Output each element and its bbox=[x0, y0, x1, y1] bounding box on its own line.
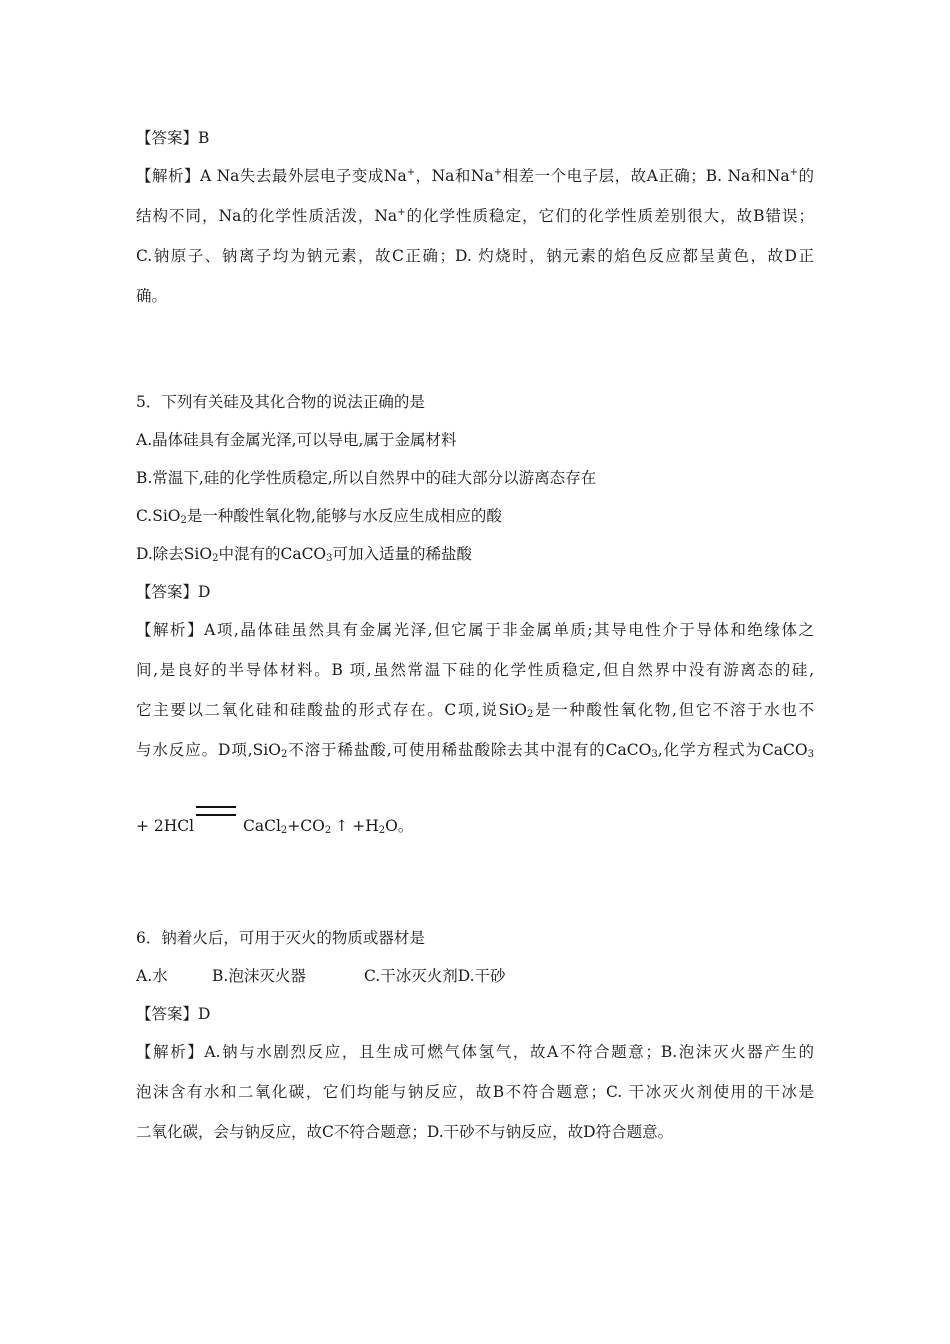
q4-analysis-line-1: 【解析】A Na失去最外层电子变成Na+，Na和Na+相差一个电子层，故A正确；B. Na和Na+的 bbox=[136, 167, 814, 185]
q6-analysis-line-2: 泡沫含有水和二氧化碳，它们均能与钠反应，故B不符合题意；C. 干冰灭火剂使用的干冰是 bbox=[136, 1083, 814, 1101]
q5-option-b: B.常温下,硅的化学性质稳定,所以自然界中的硅大部分以游离态存在 bbox=[136, 469, 597, 487]
q5-analysis-line-2: 间,是良好的半导体材料。B 项,虽然常温下硅的化学性质稳定,但自然界中没有游离态的硅, bbox=[136, 661, 814, 679]
q4-analysis-line-4: 确。 bbox=[136, 287, 168, 305]
gas-up-arrow-icon: ↑ bbox=[335, 817, 349, 835]
q6-question: 6．钠着火后，可用于灭火的物质或器材是 bbox=[136, 929, 425, 947]
q4-analysis-line-3: C.钠原子、钠离子均为钠元素，故C正确；D. 灼烧时，钠元素的焰色反应都呈黄色，故D正 bbox=[136, 247, 814, 265]
analysis-label: 【解析】 bbox=[136, 621, 205, 639]
q6-option-a: A.水 bbox=[136, 967, 168, 985]
q6-analysis-line-3: 二氧化碳，会与钠反应，故C不符合题意；D.干砂不与钠反应，故D符合题意。 bbox=[136, 1123, 674, 1141]
q6-options bbox=[136, 966, 506, 986]
q5-answer: 【答案】D bbox=[136, 583, 211, 601]
q4-answer: 【答案】B bbox=[136, 129, 210, 147]
q5-analysis-line-3: 它主要以二氧化硅和硅酸盐的形式存在。C项,说SiO$_2$是一种酸性氧化物,但它不溶于水也不 bbox=[136, 701, 814, 720]
q6-option-d: D.干砂 bbox=[457, 967, 506, 985]
q5-analysis-line-1: 【解析】A项,晶体硅虽然具有金属光泽,但它属于非金属单质;其导电性介于导体和绝缘体之 bbox=[136, 621, 814, 639]
q5-option-c: C.SiO$_2$是一种酸性氧化物,能够与水反应生成相应的酸 bbox=[136, 507, 502, 526]
q6-option-c: C.干冰灭火剂 bbox=[364, 967, 458, 985]
q5-equation-left: + 2HCl bbox=[136, 817, 195, 835]
equation-equals-sign bbox=[196, 806, 236, 816]
analysis-label: 【解析】 bbox=[136, 167, 200, 185]
q6-option-b: B.泡沫灭火器 bbox=[212, 967, 306, 985]
q6-answer: 【答案】D bbox=[136, 1005, 211, 1023]
q5-option-a: A.晶体硅具有金属光泽,可以导电,属于金属材料 bbox=[136, 431, 457, 449]
q4-analysis-line-2: 结构不同，Na的化学性质活泼，Na+的化学性质稳定，它们的化学性质差别很大，故B错误； bbox=[136, 207, 814, 225]
q5-option-d: D.除去SiO$_2$中混有的CaCO$_3$可加入适量的稀盐酸 bbox=[136, 545, 473, 564]
q5-analysis-line-4: 与水反应。D项,SiO$_2$不溶于稀盐酸,可使用稀盐酸除去其中混有的CaCO$_3$,化学方程式为CaCO$_3$ bbox=[136, 741, 814, 760]
q6-analysis-line-1: 【解析】A.钠与水剧烈反应，且生成可燃气体氢气，故A不符合题意；B.泡沫灭火器产生的 bbox=[136, 1043, 814, 1061]
q5-equation-right: $CaCl_2+CO_2$ ↑ $+H_2O$。 bbox=[243, 817, 414, 836]
q5-question: 5．下列有关硅及其化合物的说法正确的是 bbox=[136, 393, 425, 411]
analysis-label: 【解析】 bbox=[136, 1043, 205, 1061]
